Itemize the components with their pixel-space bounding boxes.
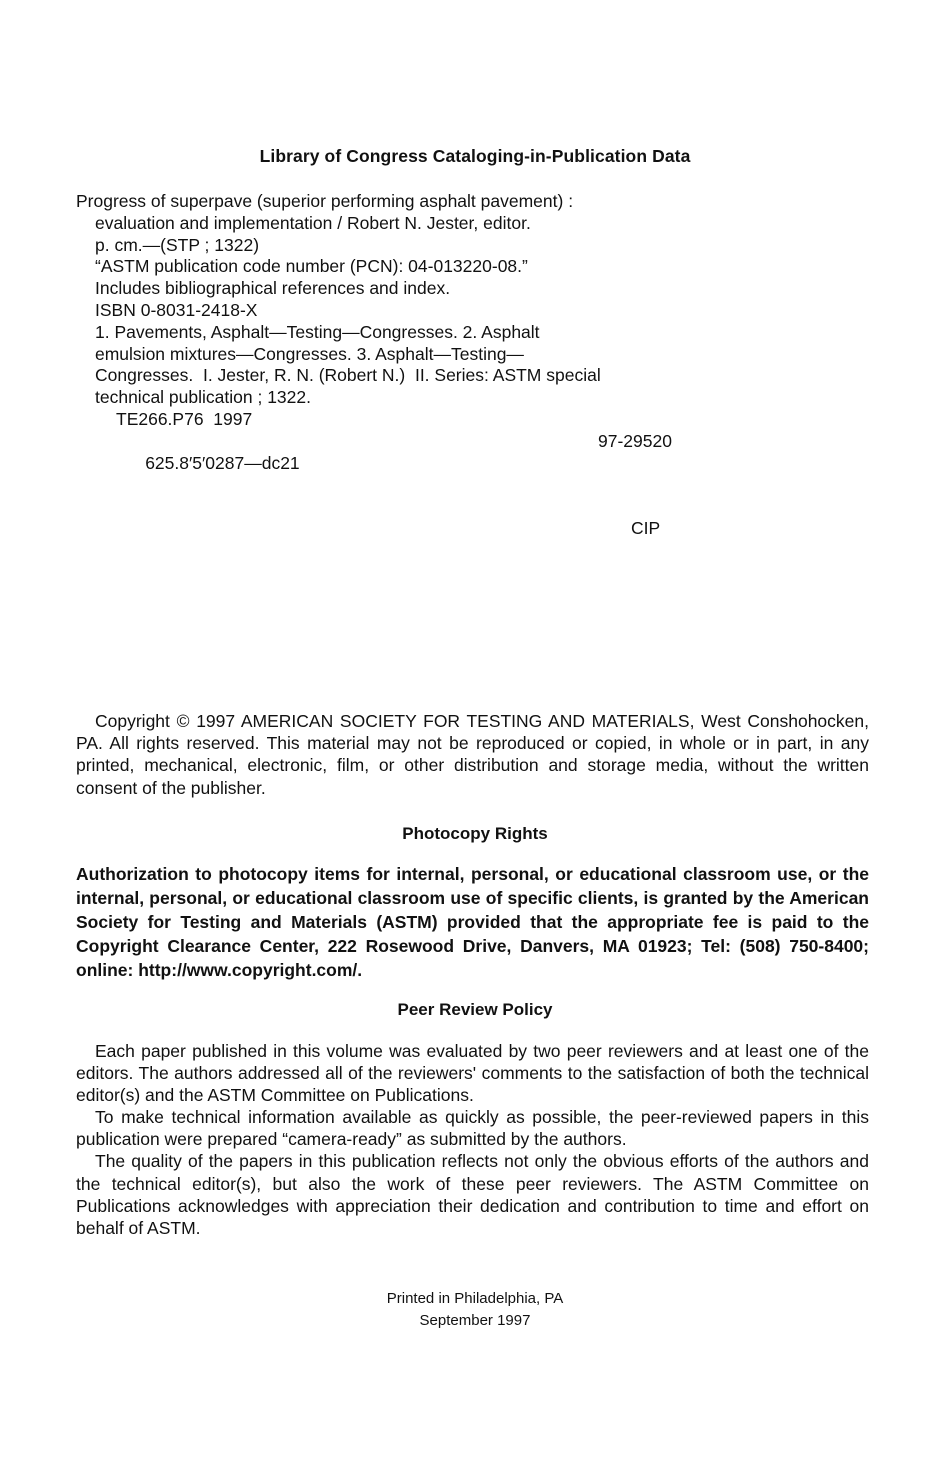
imprint xyxy=(0,1288,950,1332)
cip-isbn: ISBN 0-8031-2418-X xyxy=(95,299,258,320)
cip-heading: Library of Congress Cataloging-in-Publication Data xyxy=(259,146,691,166)
cip-class-row xyxy=(76,431,716,518)
imprint-date: September 1997 xyxy=(419,1312,531,1329)
cip-label: CIP xyxy=(631,517,661,538)
peer-review-paragraph: Each paper published in this volume was evaluated by two peer reviewers and at least one of the editors. The authors addressed all of the reviewers' comments to the satisfaction of both the technical editor(s) and the ASTM Committee on Publications. xyxy=(76,1041,869,1106)
cip-subject-line: technical publication ; 1322. xyxy=(95,387,311,408)
cip-title-continuation: evaluation and implementation / Robert N. Jester, editor. xyxy=(95,212,531,233)
copyright-notice: Copyright © 1997 AMERICAN SOCIETY FOR TESTING AND MATERIALS, West Conshohocken, PA. All rights reserved. This material may not be reproduced or copied, in whole or in part, in any printed, mechanical, electronic, film, or other distribution and storage media, without the written consent of the publisher. xyxy=(76,711,869,798)
cip-class-number: 625.8′5′0287—dc21 xyxy=(145,452,300,473)
photocopy-rights-text: Authorization to photocopy items for internal, personal, or educational classroom use, or the internal, personal, or educational classroom use of specific clients, is granted by the American Society for Testing and Materials (ASTM) provided that the appropriate fee is paid to the Copyright Clearance Center, 222 Rosewood Drive, Danvers, MA 01923; Tel: (508) 750-8400; online: http://www.copyright.com/. xyxy=(76,864,869,981)
cip-bibliography-note: Includes bibliographical references and index. xyxy=(95,278,451,299)
peer-review-policy xyxy=(76,1040,869,1239)
cip-label-row xyxy=(76,518,716,605)
peer-review-title: Peer Review Policy xyxy=(397,1000,553,1019)
cip-record xyxy=(76,191,716,605)
cip-subject-line: Congresses. I. Jester, R. N. (Robert N.) II. Series: ASTM special xyxy=(95,365,601,386)
cip-pcn-note: “ASTM publication code number (PCN): 04-013220-08.” xyxy=(95,256,528,277)
imprint-location: Printed in Philadelphia, PA xyxy=(386,1290,564,1307)
peer-review-paragraph: To make technical information available as quickly as possible, the peer-reviewed papers in this publication were prepared “camera-ready” as submitted by the authors. xyxy=(76,1107,869,1150)
cip-subject-line: 1. Pavements, Asphalt—Testing—Congresses. 2. Asphalt xyxy=(95,321,540,342)
cip-lccn: 97-29520 xyxy=(598,430,672,451)
cip-series-note: p. cm.—(STP ; 1322) xyxy=(95,234,260,255)
cip-call-number: TE266.P76 1997 xyxy=(116,408,253,429)
cip-title-line: Progress of superpave (superior performing asphalt pavement) : xyxy=(76,191,574,211)
photocopy-rights-title: Photocopy Rights xyxy=(402,824,548,843)
peer-review-paragraph: The quality of the papers in this publication reflects not only the obvious efforts of the authors and the technical editor(s), but also the work of these peer reviewers. The ASTM Committee on Publications acknowledges with appreciation their dedication and contribution to time and effort on behalf of ASTM. xyxy=(76,1151,869,1238)
cip-subject-line: emulsion mixtures—Congresses. 3. Asphalt—Testing— xyxy=(95,343,524,364)
